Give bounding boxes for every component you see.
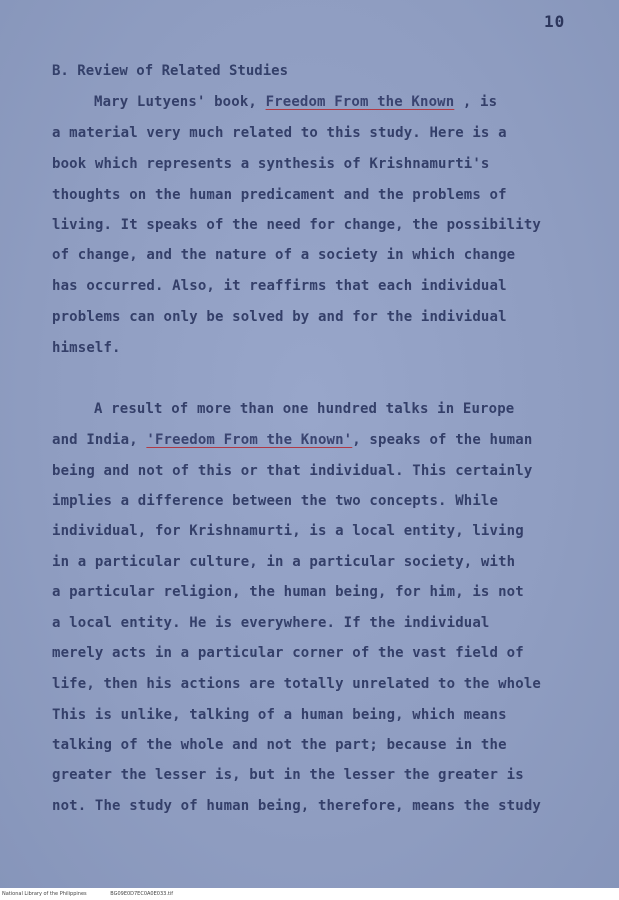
paragraph-2-line: greater the lesser is, but in the lesser the greater is	[52, 767, 524, 783]
paragraph-2-line-2	[52, 432, 532, 448]
paragraph-2-line: a particular religion, the human being, for him, is not	[52, 584, 524, 600]
paragraph-2-line: life, then his actions are totally unrelated to the whole	[52, 676, 541, 692]
paragraph-2-line-1: A result of more than one hundred talks in Europe	[94, 401, 515, 417]
paragraph-1-line: himself.	[52, 340, 121, 356]
paragraph-2-line: merely acts in a particular corner of the vast field of	[52, 645, 524, 661]
paragraph-1-line: living. It speaks of the need for change, the possibility	[52, 217, 541, 233]
paragraph-2-line: not. The study of human being, therefore, means the study	[52, 798, 541, 814]
footer-institution: National Library of the Philippines	[2, 891, 87, 897]
paragraph-1-line: thoughts on the human predicament and the problems of	[52, 187, 507, 203]
paragraph-1-line: problems can only be solved by and for the individual	[52, 309, 507, 325]
book-title-reference: 'Freedom From the Known'	[146, 432, 353, 448]
paragraph-2-line: being and not of this or that individual. This certainly	[52, 463, 533, 479]
paragraph-2-line: This is unlike, talking of a human being, which means	[52, 707, 507, 723]
paragraph-1-line-1-pre: Mary Lutyens' book,	[94, 94, 266, 110]
paragraph-1-line: book which represents a synthesis of Krishnamurti's	[52, 156, 490, 172]
paragraph-1-line: has occurred. Also, it reaffirms that each individual	[52, 278, 507, 294]
footer-identifier: BG09E0D7EC0A0E033.tif	[110, 891, 174, 897]
scan-footer	[0, 888, 619, 900]
paragraph-1-line: of change, and the nature of a society in which change	[52, 247, 516, 263]
paragraph-2-line: in a particular culture, in a particular society, with	[52, 554, 516, 570]
paragraph-1-line: a material very much related to this study. Here is a	[52, 125, 507, 141]
paragraph-2-line: a local entity. He is everywhere. If the individual	[52, 615, 490, 631]
book-title-reference: Freedom From the Known	[265, 94, 455, 110]
page-number: 10	[544, 12, 566, 31]
paragraph-2-line: talking of the whole and not the part; because in the	[52, 737, 507, 753]
paragraph-1-line-1	[94, 94, 497, 110]
section-heading: B. Review of Related Studies	[52, 63, 289, 79]
paragraph-2-line-2-pre: and India,	[52, 432, 147, 448]
paragraph-2-line: individual, for Krishnamurti, is a local entity, living	[52, 523, 524, 539]
paragraph-2-line: implies a difference between the two concepts. While	[52, 493, 499, 509]
paragraph-1-line-1-post: , is	[454, 94, 498, 110]
paragraph-2-line-2-post: , speaks of the human	[352, 432, 533, 448]
